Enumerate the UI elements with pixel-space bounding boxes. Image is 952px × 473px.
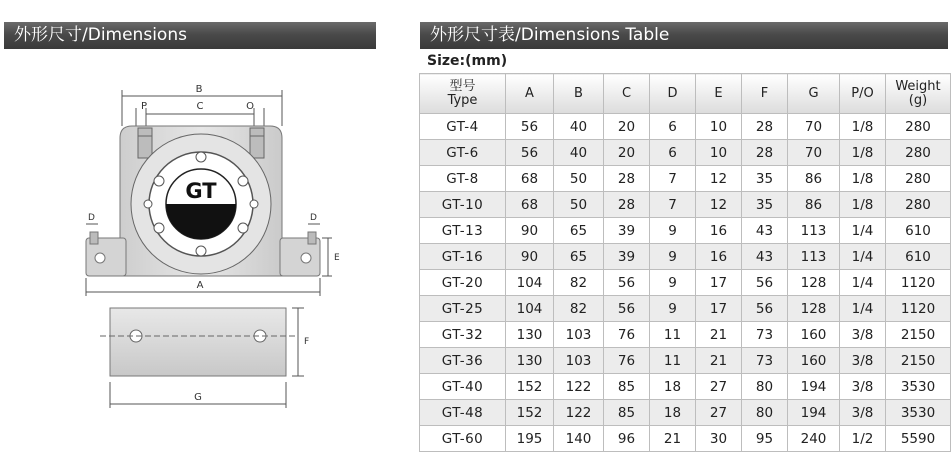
cell-value: 90 (506, 244, 554, 270)
cell-value: 3/8 (840, 374, 886, 400)
cell-value: 76 (604, 322, 650, 348)
cell-value: 82 (554, 296, 604, 322)
cell-value: 56 (742, 270, 788, 296)
header-d: D (650, 74, 696, 114)
table-row (420, 140, 951, 166)
cell-value: 160 (788, 348, 840, 374)
cell-value: 68 (506, 166, 554, 192)
cell-value: 3/8 (840, 322, 886, 348)
cell-value: 28 (742, 140, 788, 166)
port-left (138, 128, 152, 158)
cell-value: 9 (650, 296, 696, 322)
cell-value: 10 (696, 114, 742, 140)
cell-model: GT-20 (420, 270, 506, 296)
label-p: P (140, 101, 148, 112)
cell-value: 65 (554, 244, 604, 270)
table-header-row (420, 74, 951, 114)
table-row (420, 114, 951, 140)
cell-value: 1/8 (840, 140, 886, 166)
cell-model: GT-32 (420, 322, 506, 348)
header-po: P/O (840, 74, 886, 114)
cell-value: 103 (554, 322, 604, 348)
cell-value: 56 (506, 114, 554, 140)
cell-value: 1/4 (840, 218, 886, 244)
cell-value: 1120 (886, 296, 951, 322)
header-a: A (506, 74, 554, 114)
cell-value: 40 (554, 140, 604, 166)
cell-value: 65 (554, 218, 604, 244)
cell-value: 28 (742, 114, 788, 140)
cell-value: 2150 (886, 322, 951, 348)
cell-value: 104 (506, 270, 554, 296)
cell-value: 610 (886, 244, 951, 270)
cell-value: 12 (696, 166, 742, 192)
table-row (420, 400, 951, 426)
table-row (420, 322, 951, 348)
cell-value: 113 (788, 218, 840, 244)
cell-model: GT-10 (420, 192, 506, 218)
header-g: G (788, 74, 840, 114)
cell-value: 56 (742, 296, 788, 322)
cell-value: 1/4 (840, 270, 886, 296)
cell-value: 35 (742, 166, 788, 192)
cell-value: 7 (650, 166, 696, 192)
cell-value: 2150 (886, 348, 951, 374)
cell-model: GT-48 (420, 400, 506, 426)
cell-value: 70 (788, 114, 840, 140)
cell-model: GT-25 (420, 296, 506, 322)
cell-value: 95 (742, 426, 788, 452)
cell-value: 43 (742, 244, 788, 270)
cell-value: 30 (696, 426, 742, 452)
label-d-left: D (88, 213, 95, 223)
cell-value: 9 (650, 244, 696, 270)
vibrator-technical-drawing (64, 78, 354, 418)
cell-value: 104 (506, 296, 554, 322)
cell-value: 152 (506, 400, 554, 426)
cell-value: 18 (650, 400, 696, 426)
cell-value: 160 (788, 322, 840, 348)
cell-value: 3/8 (840, 400, 886, 426)
header-c: C (604, 74, 650, 114)
cell-value: 1/8 (840, 192, 886, 218)
cell-value: 280 (886, 192, 951, 218)
cell-value: 39 (604, 218, 650, 244)
cell-value: 3/8 (840, 348, 886, 374)
cell-value: 56 (604, 296, 650, 322)
dimensions-header: 外形尺寸/Dimensions (4, 22, 376, 49)
header-f: F (742, 74, 788, 114)
cell-value: 280 (886, 140, 951, 166)
cell-model: GT-13 (420, 218, 506, 244)
cell-value: 40 (554, 114, 604, 140)
dimensions-table-header: 外形尺寸表/Dimensions Table (420, 22, 948, 49)
cell-value: 56 (604, 270, 650, 296)
cell-value: 1/8 (840, 166, 886, 192)
cell-model: GT-60 (420, 426, 506, 452)
cell-value: 90 (506, 218, 554, 244)
cell-value: 9 (650, 270, 696, 296)
cell-value: 43 (742, 218, 788, 244)
table-row (420, 374, 951, 400)
cell-value: 20 (604, 114, 650, 140)
cell-value: 85 (604, 400, 650, 426)
label-c: C (196, 101, 204, 112)
cell-value: 86 (788, 192, 840, 218)
cell-value: 80 (742, 400, 788, 426)
cell-value: 56 (506, 140, 554, 166)
port-right (250, 128, 264, 158)
cell-value: 16 (696, 218, 742, 244)
cell-value: 73 (742, 322, 788, 348)
cell-value: 130 (506, 348, 554, 374)
cell-value: 9 (650, 218, 696, 244)
label-b: B (195, 84, 203, 95)
cell-value: 280 (886, 166, 951, 192)
cell-value: 80 (742, 374, 788, 400)
cell-value: 140 (554, 426, 604, 452)
label-e: E (334, 253, 340, 263)
cell-value: 10 (696, 140, 742, 166)
cell-value: 7 (650, 192, 696, 218)
header-e: E (696, 74, 742, 114)
label-d-right: D (310, 213, 317, 223)
table-row (420, 296, 951, 322)
cell-value: 194 (788, 400, 840, 426)
cell-value: 128 (788, 270, 840, 296)
header-type: 型号 Type (420, 74, 506, 114)
cell-value: 122 (554, 400, 604, 426)
cell-value: 130 (506, 322, 554, 348)
cell-value: 1/4 (840, 244, 886, 270)
size-unit-label: Size:(mm) (427, 53, 508, 69)
cell-value: 1120 (886, 270, 951, 296)
cell-value: 96 (604, 426, 650, 452)
cell-value: 17 (696, 296, 742, 322)
cell-value: 128 (788, 296, 840, 322)
cell-value: 50 (554, 192, 604, 218)
dimensions-table (419, 73, 951, 452)
cell-value: 20 (604, 140, 650, 166)
cell-model: GT-6 (420, 140, 506, 166)
cell-model: GT-40 (420, 374, 506, 400)
cell-value: 3530 (886, 374, 951, 400)
cell-value: 39 (604, 244, 650, 270)
table-row (420, 348, 951, 374)
cell-value: 21 (650, 426, 696, 452)
cell-value: 27 (696, 374, 742, 400)
table-row (420, 270, 951, 296)
cell-value: 68 (506, 192, 554, 218)
cell-value: 85 (604, 374, 650, 400)
cell-value: 50 (554, 166, 604, 192)
cell-value: 82 (554, 270, 604, 296)
cell-value: 27 (696, 400, 742, 426)
cell-value: 194 (788, 374, 840, 400)
cell-value: 240 (788, 426, 840, 452)
cell-value: 21 (696, 322, 742, 348)
cell-value: 1/4 (840, 296, 886, 322)
table-row (420, 166, 951, 192)
label-g: G (194, 392, 202, 403)
cell-model: GT-16 (420, 244, 506, 270)
cell-model: GT-36 (420, 348, 506, 374)
cell-model: GT-8 (420, 166, 506, 192)
header-b: B (554, 74, 604, 114)
cell-value: 16 (696, 244, 742, 270)
cell-value: 21 (696, 348, 742, 374)
cell-value: 1/8 (840, 114, 886, 140)
cell-value: 6 (650, 114, 696, 140)
cell-value: 280 (886, 114, 951, 140)
table-body (420, 114, 951, 452)
cell-value: 103 (554, 348, 604, 374)
cell-value: 113 (788, 244, 840, 270)
table-row (420, 218, 951, 244)
cell-value: 11 (650, 322, 696, 348)
cell-value: 76 (604, 348, 650, 374)
label-f: F (304, 337, 310, 347)
cell-model: GT-4 (420, 114, 506, 140)
header-weight: Weight (g) (886, 74, 951, 114)
cell-value: 28 (604, 192, 650, 218)
cell-value: 1/2 (840, 426, 886, 452)
label-o: O (246, 101, 254, 112)
table-row (420, 192, 951, 218)
cell-value: 73 (742, 348, 788, 374)
cell-value: 28 (604, 166, 650, 192)
cell-value: 70 (788, 140, 840, 166)
table-row (420, 244, 951, 270)
gt-logo: GT (185, 179, 217, 203)
cell-value: 610 (886, 218, 951, 244)
table-row (420, 426, 951, 452)
cell-value: 86 (788, 166, 840, 192)
cell-value: 35 (742, 192, 788, 218)
cell-value: 195 (506, 426, 554, 452)
cell-value: 18 (650, 374, 696, 400)
cell-value: 12 (696, 192, 742, 218)
cell-value: 3530 (886, 400, 951, 426)
cell-value: 17 (696, 270, 742, 296)
label-a: A (196, 280, 204, 291)
cell-value: 11 (650, 348, 696, 374)
cell-value: 152 (506, 374, 554, 400)
cell-value: 122 (554, 374, 604, 400)
cell-value: 6 (650, 140, 696, 166)
cell-value: 5590 (886, 426, 951, 452)
